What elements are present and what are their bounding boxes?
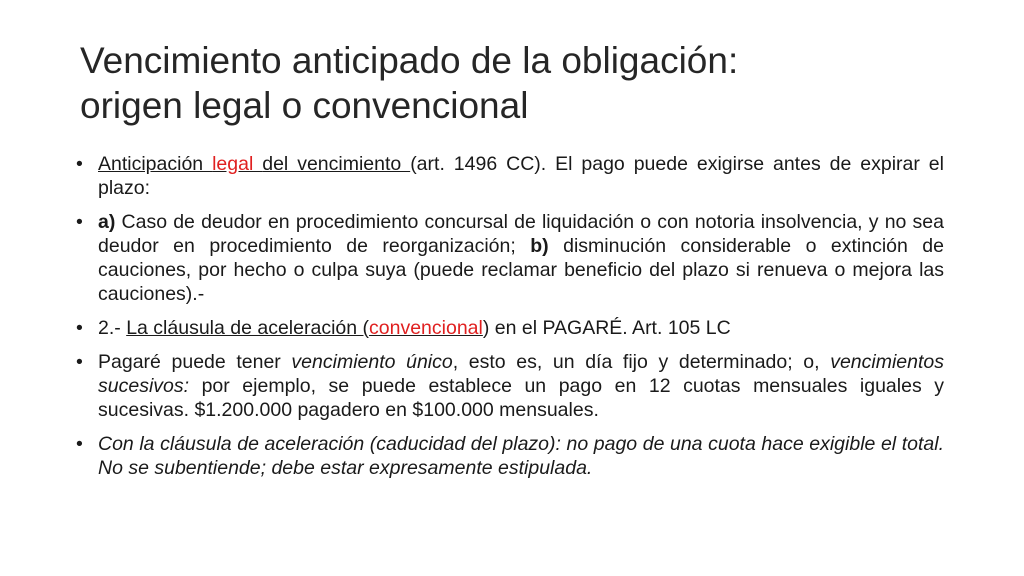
- bullet-dot: •: [76, 211, 83, 233]
- text-segment: del vencimiento: [262, 153, 411, 175]
- title-line-1: Vencimiento anticipado de la obligación:: [80, 40, 739, 81]
- text-segment: disminución considerable o extinción de cauciones, por hecho o culpa suya (puede reclamar beneficio del plazo si renueva o mejora las cauciones).-: [98, 235, 944, 305]
- bullet-item-cases: [76, 210, 944, 306]
- text-segment: por ejemplo, se puede establece un pago en 12 cuotas mensuales iguales y sucesivas. $1.200.000 pagadero en $100.000 mensuales.: [98, 375, 944, 421]
- text-segment: , esto es, un día fijo y determinado; o,: [452, 351, 831, 373]
- bullet-dot: •: [76, 433, 83, 455]
- bullet-4-text: [98, 351, 944, 421]
- italic-text: vencimiento único: [291, 351, 453, 373]
- slide-title: [80, 38, 960, 128]
- bullet-2-text: [98, 211, 944, 305]
- bullet-dot: •: [76, 317, 83, 339]
- bullet-3-text: [98, 317, 731, 339]
- text-segment: Anticipación: [98, 153, 213, 175]
- bullet-item-acceleration-effect: [76, 432, 944, 480]
- text-segment: Pagaré puede tener: [98, 351, 292, 373]
- label-b: b): [530, 235, 549, 257]
- bullet-5-text: [98, 433, 944, 479]
- italic-text: Con la cláusula de aceleración (caducidad del plazo): no pago de una cuota hace exigible el total. No se subentiende; debe estar expresamente estipulada.: [98, 433, 944, 479]
- label-a: a): [98, 211, 116, 233]
- text-segment: (art. 1496 CC). El pago puede exigirse antes de expirar el plazo:: [98, 153, 944, 199]
- underlined-text: [98, 153, 410, 175]
- bullet-item-acceleration-clause: [76, 316, 944, 340]
- bullet-dot: •: [76, 351, 83, 373]
- bullet-list: [76, 152, 944, 490]
- text-segment: 2.-: [98, 317, 127, 339]
- text-segment: Caso de deudor en procedimiento concursal de liquidación o con notoria insolvencia, y no sea deudor en procedimiento de reorganización;: [98, 211, 944, 257]
- highlight-legal: legal: [212, 153, 263, 175]
- text-segment: (: [362, 317, 370, 339]
- bullet-dot: •: [76, 153, 83, 175]
- italic-text: vencimientos sucesivos:: [98, 351, 944, 397]
- bullet-item-legal-anticipation: [76, 152, 944, 200]
- text-segment: ) en el PAGARÉ. Art. 105 LC: [482, 317, 731, 339]
- bullet-1-text: [98, 153, 944, 199]
- text-segment: La cláusula de aceleración: [126, 317, 363, 339]
- underlined-text: [126, 317, 483, 339]
- bullet-item-pagare: [76, 350, 944, 422]
- highlight-convencional: convencional: [369, 317, 483, 339]
- title-line-2: origen legal o convencional: [80, 85, 529, 126]
